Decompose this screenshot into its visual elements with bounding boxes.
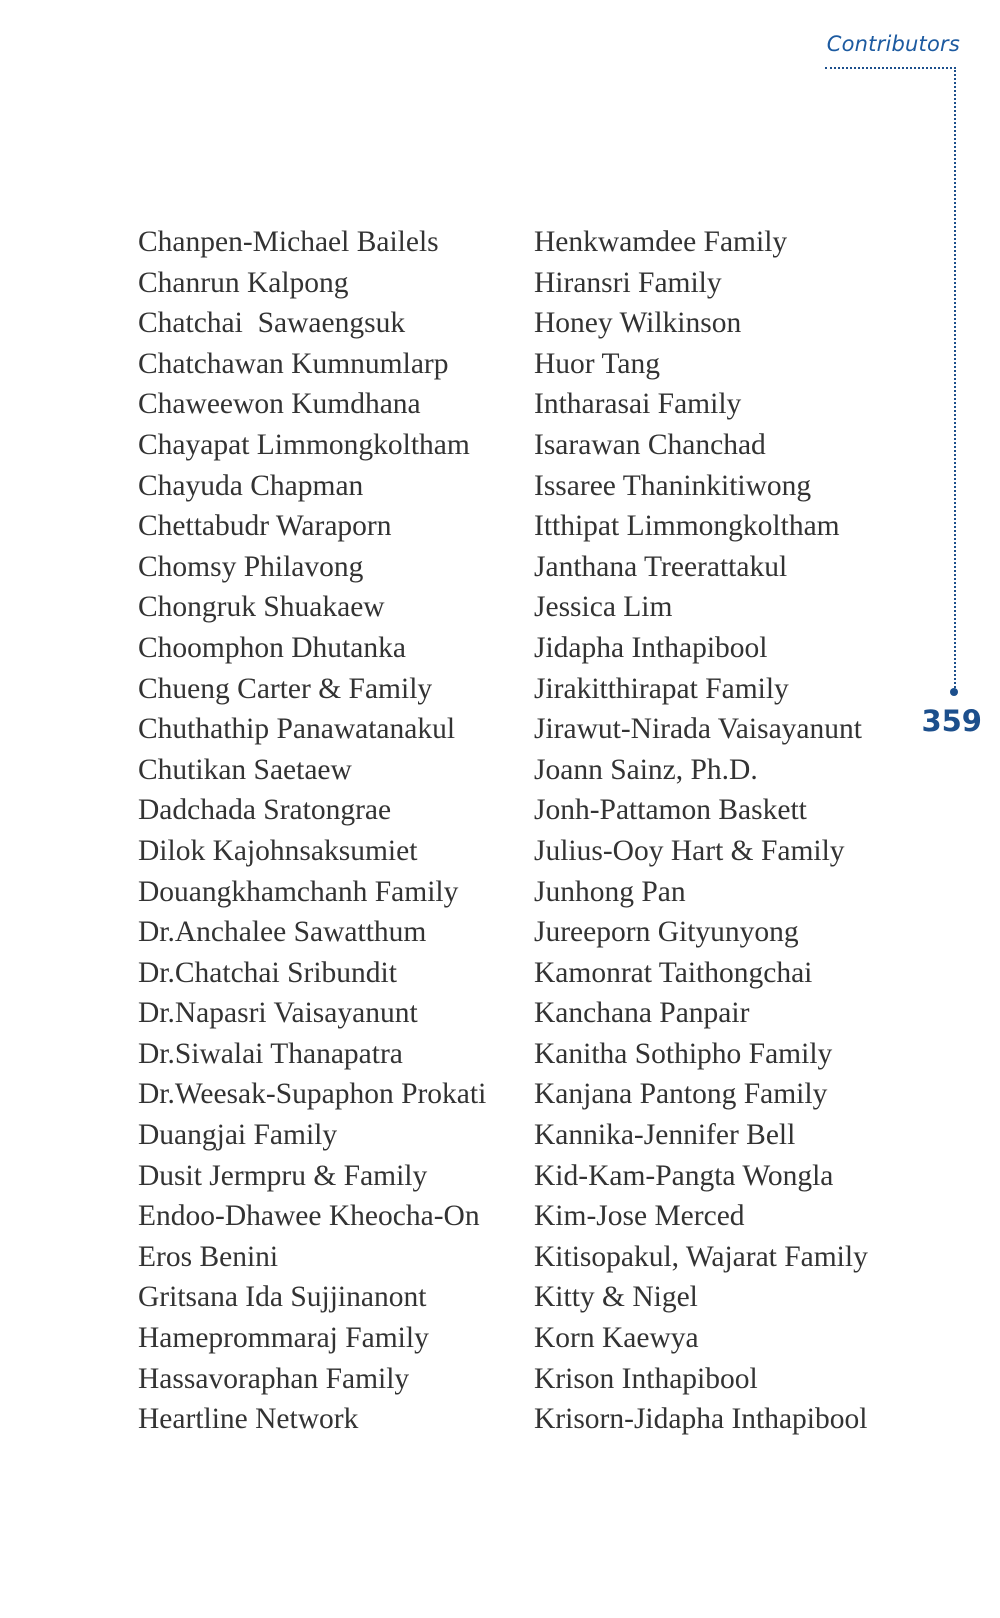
contributor-name: Eros Benini [138,1240,279,1273]
contributor-name: Choomphon Dhutanka [138,631,406,664]
contributor-name: Heartline Network [138,1403,359,1436]
contributor-name: Kid-Kam-Pangta Wongla [534,1159,834,1192]
contributor-name: Dadchada Sratongrae [138,794,392,827]
contributor-name: Krisorn-Jidapha Inthapibool [534,1403,868,1436]
contributor-name: Kannika-Jennifer Bell [534,1119,796,1152]
contributor-name: Chanpen-Michael Bailels [138,226,439,258]
contributor-name: Jessica Lim [534,591,673,624]
page-number: 359 [921,704,982,738]
contributor-name: Dilok Kajohnsaksumiet [138,834,418,867]
contributor-name: Chanrun Kalpong [138,266,349,299]
contributor-name: Dr.Napasri Vaisayanunt [138,997,418,1030]
contributor-name: Jidapha Inthapibool [534,631,768,664]
contributor-name: Chayuda Chapman [138,469,364,502]
header-dotted-rule [825,67,956,69]
contributor-name: Chatchawan Kumnumlarp [138,347,449,380]
contributor-name: Jirakitthirapat Family [534,672,789,705]
contributor-name: Korn Kaewya [534,1322,699,1355]
contributor-name: Issaree Thaninkitiwong [534,469,812,502]
contributor-name: Hiransri Family [534,266,722,299]
contributors-left-column [138,222,486,1440]
contributor-name: Douangkhamchanh Family [138,875,459,908]
contributor-name: Junhong Pan [534,875,686,908]
contributor-name: Chueng Carter & Family [138,672,433,705]
contributor-name: Joann Sainz, Ph.D. [534,753,758,786]
contributor-name: Jirawut-Nirada Vaisayanunt [534,713,862,746]
contributor-name: Dusit Jermpru & Family [138,1159,428,1192]
contributor-name: Kanjana Pantong Family [534,1078,828,1111]
contributor-name: Henkwamdee Family [534,226,788,258]
contributor-name: Hameprommaraj Family [138,1322,429,1355]
rule-end-dot [950,688,958,696]
contributor-name: Chuthathip Panawatanakul [138,713,456,746]
contributor-name: Dr.Chatchai Sribundit [138,956,397,989]
contributor-name: Kitisopakul, Wajarat Family [534,1240,868,1273]
contributor-name: Kanitha Sothipho Family [534,1037,833,1070]
section-title: Contributors [826,32,960,56]
margin-dotted-rule [954,67,956,692]
contributor-name: Chettabudr Waraporn [138,510,392,543]
contributor-name: Isarawan Chanchad [534,428,766,461]
contributor-name: Huor Tang [534,347,661,380]
contributor-name: Krison Inthapibool [534,1362,758,1395]
contributor-name: Kim-Jose Merced [534,1200,745,1233]
contributor-name: Chomsy Philavong [138,550,364,583]
contributor-name: Endoo-Dhawee Kheocha-On [138,1200,480,1233]
contributor-name: Chutikan Saetaew [138,753,352,786]
contributor-name: Julius-Ooy Hart & Family [534,834,845,867]
contributor-name: Jureeporn Gityunyong [534,916,799,949]
contributor-name: Dr.Siwalai Thanapatra [138,1037,403,1070]
contributor-name: Chayapat Limmongkoltham [138,428,470,461]
contributor-name: Chaweewon Kumdhana [138,388,421,421]
contributor-name: Intharasai Family [534,388,742,421]
contributor-name: Dr.Anchalee Sawatthum [138,916,427,949]
contributor-name: Kanchana Panpair [534,997,750,1030]
contributor-name: Kitty & Nigel [534,1281,698,1314]
contributor-name: Itthipat Limmongkoltham [534,510,840,543]
contributor-name: Kamonrat Taithongchai [534,956,813,989]
contributor-name: Chongruk Shuakaew [138,591,385,624]
contributor-name: Jonh-Pattamon Baskett [534,794,807,827]
contributor-name: Hassavoraphan Family [138,1362,410,1395]
contributor-name: Duangjai Family [138,1119,338,1152]
contributor-name: Dr.Weesak-Supaphon Prokati [138,1078,487,1111]
contributor-name: Honey Wilkinson [534,307,742,340]
contributor-name: Gritsana Ida Sujjinanont [138,1281,427,1314]
contributor-name: Chatchai Sawaengsuk [138,307,406,340]
contributor-name: Janthana Treerattakul [534,550,788,583]
contributors-right-column [534,222,868,1440]
